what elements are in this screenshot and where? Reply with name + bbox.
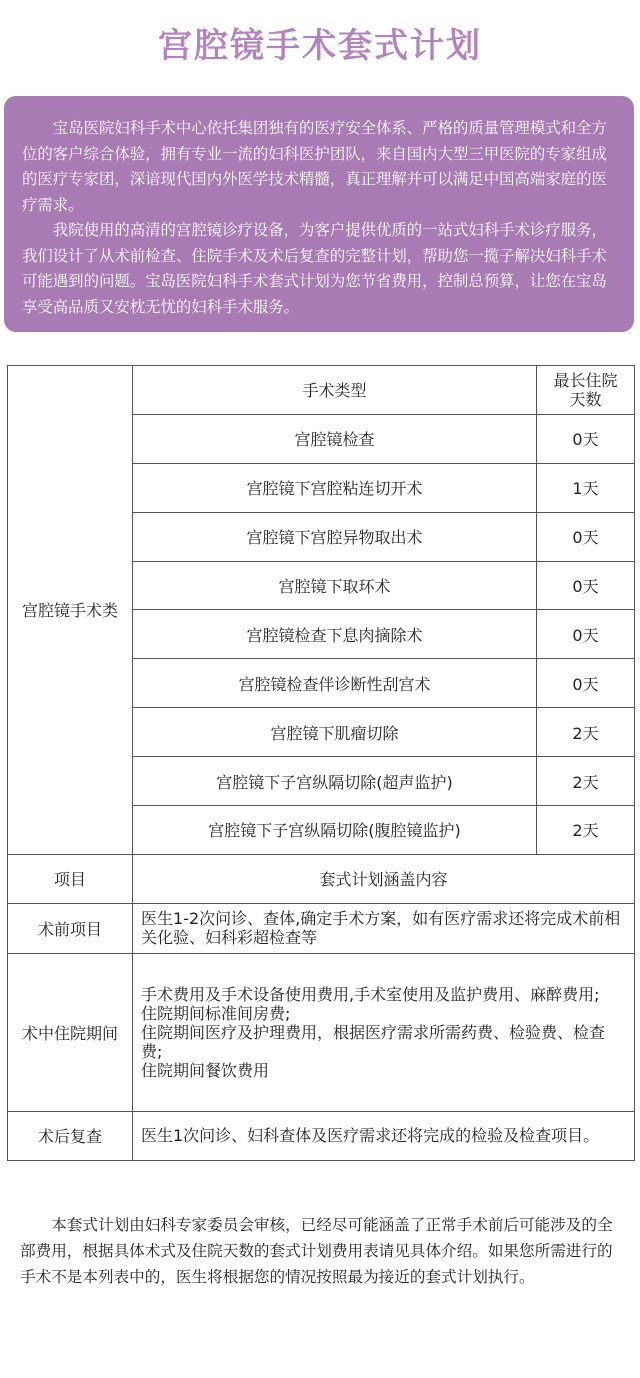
pre-op-content: 医生1-2次问诊、查体,确定手术方案，如有医疗需求还将完成术前相关化验、妇科彩超检查等 xyxy=(133,903,635,953)
table-row xyxy=(8,953,635,1111)
surgery-type-cell: 宫腔镜下子宫纵隔切除(超声监护) xyxy=(133,757,537,806)
header-coverage: 套式计划涵盖内容 xyxy=(133,854,635,903)
category-cell: 宫腔镜手术类 xyxy=(8,366,133,855)
in-hospital-line: 手术费用及手术设备使用费用,手术室使用及监护费用、麻醉费用; xyxy=(141,984,600,1004)
max-days-cell: 0天 xyxy=(537,610,635,659)
max-days-cell: 0天 xyxy=(537,414,635,463)
surgery-type-cell: 宫腔镜下宫腔异物取出术 xyxy=(133,512,537,561)
in-hospital-label: 术中住院期间 xyxy=(8,953,133,1111)
surgery-type-cell: 宫腔镜检查伴诊断性刮宫术 xyxy=(133,659,537,708)
table-row xyxy=(8,903,635,953)
header-surgery-type: 手术类型 xyxy=(133,366,537,415)
surgery-type-cell: 宫腔镜下取环术 xyxy=(133,561,537,610)
intro-paragraph-2: 我院使用的高清的宫腔镜诊疗设备，为客户提供优质的一站式妇科手术诊疗服务，我们设计了从术前检查、住院手术及术后复查的完整计划，帮助您一揽子解决妇科手术可能遇到的问题。宝岛医院妇科手术套式计划为您节省费用，控制总预算，让您在宝岛享受高品质又安枕无忧的妇科手术服务。 xyxy=(22,221,607,316)
max-days-cell: 1天 xyxy=(537,463,635,512)
surgery-type-cell: 宫腔镜下肌瘤切除 xyxy=(133,708,537,757)
surgery-type-cell: 宫腔镜检查下息肉摘除术 xyxy=(133,610,537,659)
footer-paragraph: 本套式计划由妇科专家委员会审核，已经尽可能涵盖了正常手术前后可能涉及的全部费用，根据具体术式及住院天数的套式计划费用表请见具体介绍。如果您所需进行的手术不是本列表中的，医生将根据您的情况按照最为接近的套式计划执行。 xyxy=(20,1216,613,1286)
footer-note xyxy=(20,1212,620,1290)
in-hospital-content xyxy=(133,953,635,1111)
max-days-cell: 0天 xyxy=(537,512,635,561)
table-row xyxy=(8,1111,635,1160)
intro-panel xyxy=(4,96,634,332)
surgery-plan-table xyxy=(7,365,635,1161)
page-title: 宫腔镜手术套式计划 xyxy=(158,26,482,66)
table-header-row xyxy=(8,366,635,415)
surgery-type-cell: 宫腔镜下宫腔粘连切开术 xyxy=(133,463,537,512)
max-days-cell: 2天 xyxy=(537,757,635,806)
in-hospital-line: 住院期间餐饮费用 xyxy=(141,1060,270,1080)
max-days-cell: 2天 xyxy=(537,708,635,757)
max-days-cell: 2天 xyxy=(537,806,635,855)
in-hospital-line: 住院期间医疗及护理费用，根据医疗需求所需药费、检验费、检查费; xyxy=(141,1022,606,1061)
post-op-content: 医生1次问诊、妇科查体及医疗需求还将完成的检验及检查项目。 xyxy=(133,1111,635,1160)
pre-op-label: 术前项目 xyxy=(8,903,133,953)
intro-paragraph-1: 宝岛医院妇科手术中心依托集团独有的医疗安全体系、严格的质量管理模式和全方位的客户综合体验，拥有专业一流的妇科医护团队，来自国内大型三甲医院的专家组成的医疗专家团，深谙现代国内外医学技术精髓，真正理解并可以满足中国高端家庭的医疗需求。 xyxy=(22,119,607,214)
surgery-type-cell: 宫腔镜检查 xyxy=(133,414,537,463)
header-item: 项目 xyxy=(8,854,133,903)
coverage-header-row xyxy=(8,854,635,903)
surgery-type-cell: 宫腔镜下子宫纵隔切除(腹腔镜监护) xyxy=(133,806,537,855)
post-op-label: 术后复查 xyxy=(8,1111,133,1160)
max-days-cell: 0天 xyxy=(537,561,635,610)
in-hospital-line: 住院期间标准间房费; xyxy=(141,1003,291,1023)
max-days-cell: 0天 xyxy=(537,659,635,708)
header-max-days: 最长住院天数 xyxy=(537,366,635,415)
